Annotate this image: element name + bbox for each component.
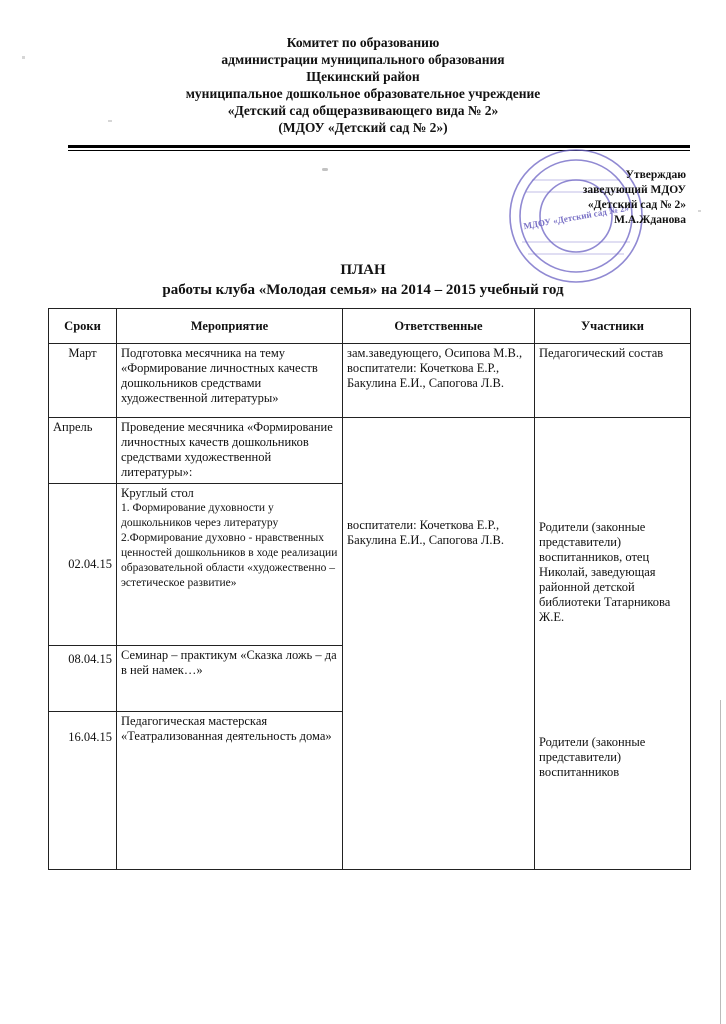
date-cell: Март [49,344,117,418]
date-cell: Апрель [49,418,117,484]
responsible-cell [343,418,535,870]
header-line: «Детский сад общеразвивающего вида № 2» [227,103,499,118]
scan-speck [22,56,25,59]
table-header-row [49,309,691,344]
plan-table [48,308,691,870]
stamp-text: МДОУ «Детский сад № 2» [522,202,630,232]
table-row [49,418,691,484]
event-item: 2.Формирование духовно - нравственных ценностей дошкольников в ходе реализации образовательной области «художественно – эстетическое развитие» [121,532,338,589]
event-cell: Подготовка месячника на тему «Формирование личностных качеств дошкольников средствами художественной литературы» [117,344,343,418]
event-cell: Проведение месячника «Формирование личностных качеств дошкольников средствами художественной литературы»: [117,418,343,484]
scan-edge-line [720,700,721,1024]
participants-text: Родители (законные представители) воспитанников, отец Николай, заведующая районной детской библиотеки Татарникова Ж.Е. [539,520,671,624]
participants-text: Родители (законные представители) воспитанников [539,735,646,779]
column-header: Сроки [49,309,117,344]
participants-cell [535,418,691,870]
date-cell [49,712,117,870]
header-line: муниципальное дошкольное образовательное учреждение [185,86,541,101]
approval-line: Утверждаю [625,169,686,181]
column-header: Ответственные [343,309,535,344]
event-item: 1. Формирование духовности у дошкольников через литературу [121,502,279,529]
column-header: Участники [535,309,691,344]
table-row [49,344,691,418]
approval-block [583,168,686,228]
event-cell [117,484,343,646]
title-line-1: ПЛАН [340,262,386,278]
scan-speck [108,120,112,122]
event-cell: Педагогическая мастерская «Театрализованная деятельность дома» [117,712,343,870]
event-title: Круглый стол [121,486,194,500]
date-text: 02.04.15 [68,557,112,571]
approval-line: заведующий МДОУ [582,184,686,196]
date-cell [49,646,117,712]
approval-line: «Детский сад № 2» [587,199,686,211]
plan-title [0,260,726,300]
scan-speck [322,168,328,171]
date-text: 08.04.15 [68,652,112,666]
responsible-text: воспитатели: Кочеткова Е.Р., Бакулина Е.И., Сапогова Л.В. [347,518,504,547]
approval-line: М.А.Жданова [614,214,686,226]
header-line: администрации муниципального образования [221,52,505,67]
title-line-2: работы клуба «Молодая семья» на 2014 – 2015 учебный год [162,282,564,298]
event-cell: Семинар – практикум «Сказка ложь – да в ней намек…» [117,646,343,712]
header-line: Щекинский район [306,69,420,84]
column-header: Мероприятие [117,309,343,344]
date-text: 16.04.15 [68,730,112,744]
header-line: (МДОУ «Детский сад № 2») [278,120,448,135]
responsible-cell: зам.заведующего, Осипова М.В., воспитатели: Кочеткова Е.Р., Бакулина Е.И., Сапогова Л.В. [343,344,535,418]
participants-cell: Педагогический состав [535,344,691,418]
scan-speck [698,210,701,212]
header-line: Комитет по образованию [286,35,440,50]
date-cell [49,484,117,646]
